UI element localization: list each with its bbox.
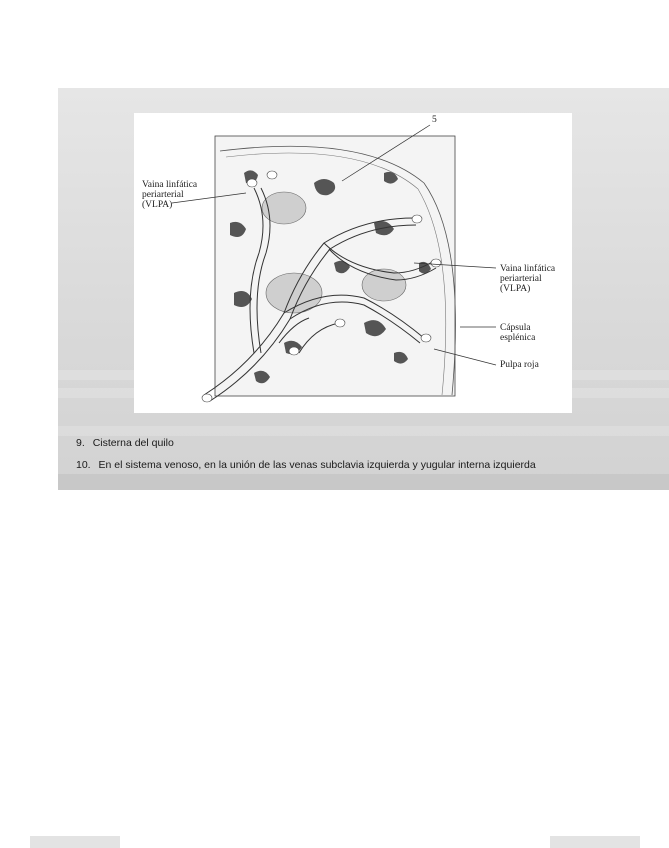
answer-item-10 bbox=[76, 459, 536, 471]
answer-text: Cisterna del quilo bbox=[92, 437, 174, 449]
ghost-text-line bbox=[58, 426, 669, 436]
label-pulpa-roja: Pulpa roja bbox=[500, 360, 539, 370]
scan-edge-mark bbox=[30, 836, 120, 848]
scan-dark-strip bbox=[58, 474, 669, 490]
spleen-figure bbox=[134, 113, 572, 413]
answer-item-9 bbox=[76, 437, 174, 449]
label-capsula-esplenica: Cápsula esplénica bbox=[500, 323, 536, 343]
label-vlpa-left: Vaina linfática periarterial (VLPA) bbox=[142, 180, 198, 210]
answer-text: En el sistema venoso, en la unión de las venas subclavia izquierda y yugular interna izquierda bbox=[98, 459, 536, 471]
answer-number: 9. bbox=[76, 437, 85, 449]
scan-edge-mark bbox=[550, 836, 640, 848]
label-number-5: 5 bbox=[432, 115, 437, 125]
answer-number: 10. bbox=[76, 459, 91, 471]
label-vlpa-right: Vaina linfática periarterial (VLPA) bbox=[500, 264, 556, 294]
